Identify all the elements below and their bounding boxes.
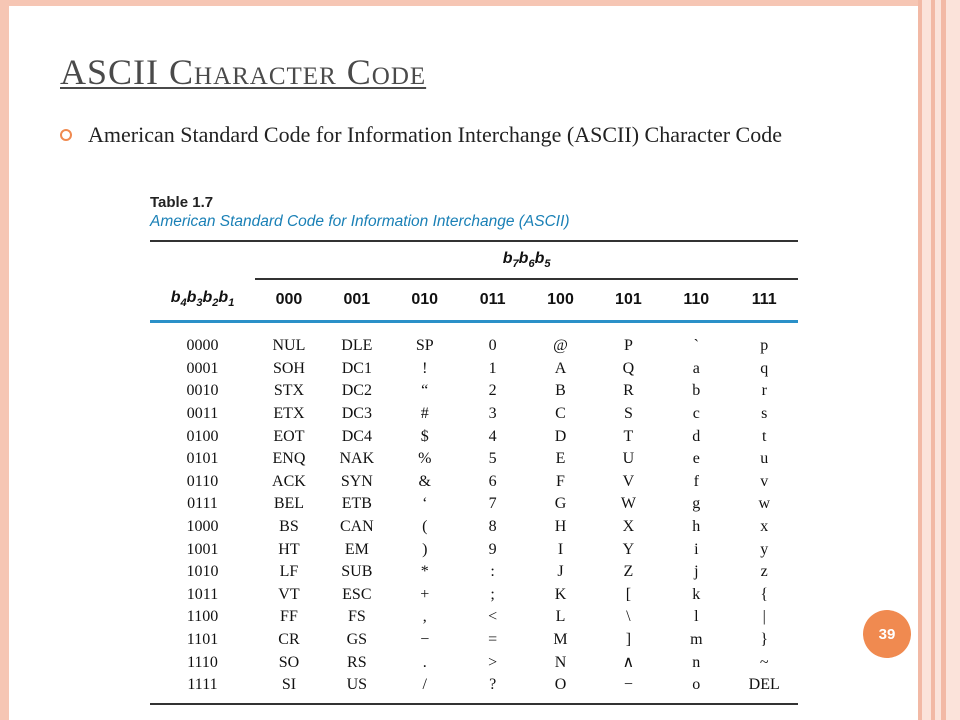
table-row (150, 403, 798, 426)
table-cell: > (488, 653, 498, 671)
table-cell: e (692, 450, 700, 468)
table-cell: H (554, 518, 567, 536)
table-cell: ESC (342, 585, 372, 603)
table-cell: DC2 (341, 382, 372, 400)
row-code: 0010 (186, 382, 219, 400)
table-cell: 0 (488, 337, 497, 355)
row-code: 0011 (186, 405, 219, 423)
bullet-item (60, 120, 820, 150)
table-cell: BS (279, 518, 299, 536)
table-cell: R (623, 382, 634, 400)
table-cell: A (554, 359, 567, 377)
table-cell: { (760, 585, 769, 603)
table-cell: SUB (341, 563, 373, 581)
table-cell: u (760, 450, 769, 468)
table-row (150, 358, 798, 381)
table-cell: EOT (273, 427, 305, 445)
table-cell: ETB (341, 495, 372, 513)
slide-frame-top (0, 0, 960, 6)
table-cell: g (692, 495, 701, 513)
row-code: 1101 (186, 631, 219, 649)
table-cell: NUL (272, 337, 306, 355)
table-cell: p (760, 337, 769, 355)
table-cell: RS (347, 653, 367, 671)
table-cell: I (557, 540, 564, 558)
table-cell: C (555, 405, 566, 423)
table-number: Table 1.7 (150, 194, 214, 211)
row-code: 1000 (186, 518, 219, 536)
table-cell: b (692, 382, 701, 400)
column-group-header: $b_7b_6b_5$ (255, 241, 798, 279)
ascii-table (150, 240, 798, 705)
table-row (150, 606, 798, 629)
table-cell: ] (625, 631, 632, 649)
row-code: 0101 (186, 450, 219, 468)
table-cell: FF (280, 608, 298, 626)
table-caption (150, 194, 570, 232)
table-cell: i (694, 540, 699, 558)
table-row (150, 561, 798, 584)
table-cell: B (555, 382, 566, 400)
table-cell: EM (344, 540, 369, 558)
table-cell: ~ (759, 653, 769, 671)
table-cell: SP (415, 337, 434, 355)
row-code: 1110 (187, 653, 218, 671)
table-cell: − (420, 631, 430, 649)
table-cell: DLE (341, 337, 373, 355)
table-cell: } (760, 631, 769, 649)
table-cell: & (418, 472, 431, 490)
column-header: 001 (323, 279, 391, 322)
table-row (150, 629, 798, 652)
table-cell: = (488, 631, 498, 649)
table-cell: T (623, 427, 634, 445)
slide-frame-left (0, 0, 9, 720)
table-cell: < (488, 608, 498, 626)
table-header-group-row (150, 241, 798, 279)
column-header: 110 (662, 279, 730, 322)
table-cell: DC1 (341, 359, 372, 377)
table-cell: ` (693, 337, 699, 355)
table-cell: STX (273, 382, 305, 400)
table-cell: J (557, 563, 564, 581)
table-cell: j (694, 563, 699, 581)
table-row (150, 674, 798, 704)
table-cell: . (422, 653, 427, 671)
table-cell: c (692, 405, 700, 423)
table-cell: CR (278, 631, 300, 649)
row-code: 0001 (186, 359, 219, 377)
table-cell: $ (420, 427, 429, 445)
table-cell: d (692, 427, 701, 445)
table-cell: k (692, 585, 701, 603)
table-cell: − (594, 674, 662, 704)
table-cell: / (391, 674, 459, 704)
table-cell: U (622, 450, 635, 468)
table-cell: Q (622, 359, 635, 377)
row-code: 1100 (186, 608, 219, 626)
column-header: 100 (527, 279, 595, 322)
column-header: 000 (255, 279, 323, 322)
table-cell: X (622, 518, 635, 536)
table-cell: ENQ (272, 450, 306, 468)
table-cell: n (692, 653, 701, 671)
page-number-badge: 39 (863, 610, 911, 658)
table-cell: : (490, 563, 495, 581)
table-cell: K (554, 585, 567, 603)
table-cell: ! (422, 359, 428, 377)
table-cell: # (420, 405, 429, 423)
row-code: 0100 (186, 427, 219, 445)
table-corner (150, 241, 255, 279)
decorative-stripe (946, 0, 960, 720)
table-row (150, 651, 798, 674)
column-header: 011 (459, 279, 527, 322)
table-header-row (150, 279, 798, 322)
table-cell: , (422, 608, 427, 626)
table-cell: s (761, 405, 768, 423)
slide-title: ASCII Character Code (60, 52, 427, 92)
table-row (150, 425, 798, 448)
table-cell: t (762, 427, 767, 445)
table-cell: | (762, 608, 766, 626)
table-cell: q (760, 359, 769, 377)
table-cell: SYN (340, 472, 373, 490)
row-code: 0000 (186, 337, 219, 355)
table-cell: ; (490, 585, 495, 603)
table-cell: 4 (488, 427, 497, 445)
table-cell: r (761, 382, 767, 400)
row-code: 1011 (186, 585, 219, 603)
table-cell: D (554, 427, 567, 445)
table-cell: x (760, 518, 769, 536)
table-cell: DEL (730, 674, 798, 704)
table-cell: 1 (488, 359, 497, 377)
table-cell: M (553, 631, 568, 649)
table-cell: 8 (488, 518, 497, 536)
table-row (150, 380, 798, 403)
table-cell: N (554, 653, 567, 671)
table-cell: 7 (488, 495, 497, 513)
row-code: 0111 (187, 495, 218, 513)
row-code: 1001 (186, 540, 219, 558)
table-cell: \ (626, 608, 631, 626)
table-cell: “ (421, 382, 429, 400)
table-cell: l (694, 608, 699, 626)
table-cell: ‘ (422, 495, 428, 513)
table-cell: w (758, 495, 770, 513)
bullet-circle-icon (60, 129, 72, 141)
table-cell: ( (422, 518, 428, 536)
table-cell: ? (459, 674, 527, 704)
table-cell: V (622, 472, 635, 490)
column-header: 010 (391, 279, 459, 322)
row-code: 1111 (150, 674, 255, 704)
table-cell: Y (622, 540, 635, 558)
table-row (150, 538, 798, 561)
table-cell: SO (278, 653, 300, 671)
table-cell: o (662, 674, 730, 704)
table-cell: SOH (272, 359, 305, 377)
table-cell: GS (346, 631, 368, 649)
table-cell: CAN (339, 518, 374, 536)
table-cell: O (527, 674, 595, 704)
table-row (150, 516, 798, 539)
table-cell: + (420, 585, 430, 603)
table-cell: 6 (488, 472, 497, 490)
table-cell: US (323, 674, 391, 704)
table-cell: F (556, 472, 565, 490)
table-cell: y (760, 540, 769, 558)
table-cell: 2 (488, 382, 497, 400)
table-cell: SI (255, 674, 323, 704)
table-cell: [ (625, 585, 632, 603)
table-cell: f (693, 472, 699, 490)
row-code: 1010 (186, 563, 219, 581)
table-row (150, 448, 798, 471)
table-cell: DC3 (341, 405, 372, 423)
table-cell: P (623, 337, 633, 355)
table-cell: z (760, 563, 768, 581)
table-cell: FS (347, 608, 366, 626)
table-cell: Z (623, 563, 634, 581)
table-cell: a (692, 359, 700, 377)
table-row (150, 471, 798, 494)
row-header-label: $b_4b_3b_2b_1$ (150, 279, 255, 322)
table-cell: ETX (273, 405, 305, 423)
table-cell: 5 (488, 450, 497, 468)
table-cell: LF (279, 563, 299, 581)
table-cell: VT (278, 585, 300, 603)
decorative-stripe (922, 0, 931, 720)
table-cell: 9 (488, 540, 497, 558)
table-cell: % (418, 450, 432, 468)
row-code: 0110 (186, 472, 219, 490)
table-row (150, 493, 798, 516)
table-cell: m (690, 631, 703, 649)
table-cell: L (555, 608, 566, 626)
table-row (150, 322, 798, 358)
table-cell: ACK (272, 472, 306, 490)
table-cell: * (420, 563, 429, 581)
table-cell: S (623, 405, 633, 423)
column-header: 111 (730, 279, 798, 322)
table-title: American Standard Code for Information Interchange (ASCII) (150, 213, 570, 230)
table-cell: BEL (273, 495, 305, 513)
table-cell: 3 (488, 405, 497, 423)
table-cell: v (760, 472, 769, 490)
table-cell: G (554, 495, 567, 513)
table-cell: NAK (339, 450, 375, 468)
table-cell: DC4 (341, 427, 372, 445)
table-cell: HT (278, 540, 300, 558)
table-cell: W (620, 495, 636, 513)
column-header: 101 (594, 279, 662, 322)
table-cell: @ (553, 337, 568, 355)
table-cell: E (555, 450, 566, 468)
table-row (150, 584, 798, 607)
table-body (150, 322, 798, 704)
table-cell: ) (422, 540, 428, 558)
table-cell: h (692, 518, 701, 536)
table-cell: ∧ (622, 653, 635, 671)
bullet-text: American Standard Code for Information Interchange (ASCII) Character Code (88, 122, 782, 147)
